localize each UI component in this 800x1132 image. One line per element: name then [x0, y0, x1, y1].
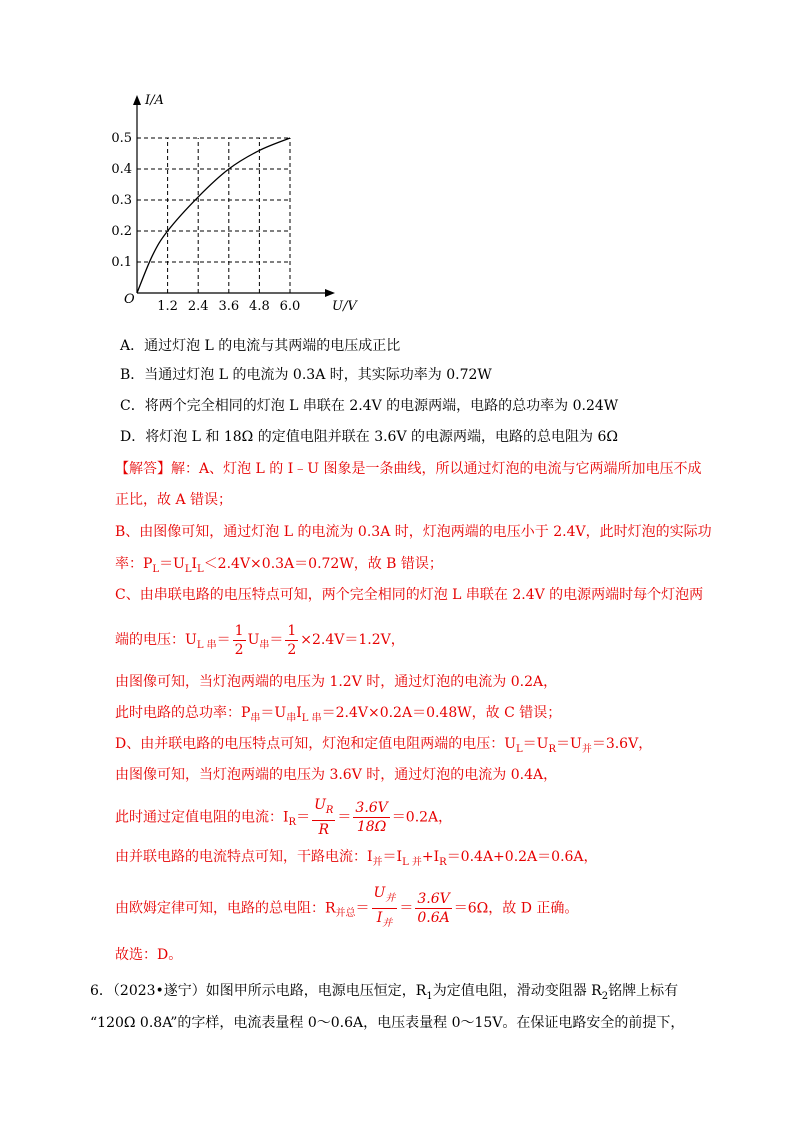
option-c: C．将两个完全相同的灯泡 L 串联在 2.4V 的电源两端，电路的总功率为 0.24W — [120, 398, 619, 414]
fraction-ur-over-r: $\frac{U_R}{R}$ — [314, 797, 334, 838]
fraction-u-over-i: $\frac{U_并}{I_并}$ — [373, 885, 396, 929]
option-d: D．将灯泡 L 和 18Ω 的定值电阻并联在 3.6V 的电源两端，电路的总电阻为 6Ω — [120, 429, 618, 445]
fraction-half: $\frac{1}{2}$ — [234, 622, 244, 658]
y-axis-label: I/A — [145, 93, 164, 108]
x-tick-labels — [157, 299, 300, 314]
x-axis-arrow — [325, 289, 335, 297]
answer-line-3: B、由图像可知，通过灯泡 L 的电流为 0.3A 时，灯泡两端的电压小于 2.4V，此时灯泡的实际功 — [115, 524, 712, 540]
y-tick-labels — [111, 131, 132, 270]
answer-line-12: 由并联电路的电流特点可知，干路电流：$I_并=I_{L 并}+I_R=0.4A+0.2A=0.6A$， — [115, 849, 598, 868]
answer-line-11: 此时通过定值电阻的电流：$I_R=$ $\frac{U_R}{R}$ ＝ $\frac{3.6V}{18\Omega}$ ＝0.2A， — [115, 797, 453, 838]
question-6-line-2: “120Ω 0.8A”的字样，电流表量程 0～0.6A，电压表量程 0～15V。在保证电路安全的前提下， — [90, 1015, 685, 1031]
y-tick-label: 0.5 — [111, 131, 132, 146]
answer-line-10: 由图像可知，当灯泡两端的电压为 3.6V 时，通过灯泡的电流为 0.4A， — [115, 767, 558, 783]
y-tick-label: 0.3 — [111, 193, 132, 208]
answer-line-4: 率：$P_L=U_LI_L<2.4V\times 0.3A=0.72W$，故 B 错误； — [115, 556, 443, 575]
answer-line-2: 正比，故 A 错误； — [115, 492, 233, 508]
answer-line-13: 由欧姆定律可知，电路的总电阻：$R_{并总}=$ $\frac{U_并}{I_并}$ ＝ $\frac{3.6V}{0.6A}$ ＝6Ω，故 D 正确。 — [115, 884, 578, 936]
x-axis-label: U/V — [332, 299, 357, 314]
y-axis-arrow — [133, 95, 141, 105]
answer-line-1: 【解答】解：A、灯泡 L 的 I﹣U 图象是一条曲线，所以通过灯泡的电流与它两端所加电压不成 — [115, 461, 702, 477]
y-tick-label: 0.1 — [111, 255, 132, 270]
answer-line-14: 故选：D。 — [115, 947, 183, 963]
x-tick-label: 4.8 — [249, 299, 270, 314]
y-tick-label: 0.4 — [111, 162, 132, 177]
answer-line-6: 端的电压：$U_{L 串}=$ $\frac{1}{2}$ $U_串=$ $\frac{1}{2}$ ×2.4V＝1.2V， — [115, 622, 405, 658]
x-tick-label: 3.6 — [218, 299, 240, 314]
chart-grid — [137, 138, 290, 293]
origin-label: O — [124, 292, 135, 307]
option-a: A．通过灯泡 L 的电流与其两端的电压成正比 — [120, 338, 401, 354]
i-u-graph — [111, 88, 357, 314]
answer-line-5: C、由串联电路的电压特点可知，两个完全相同的灯泡 L 串联在 2.4V 的电源两端时每个灯泡两 — [115, 587, 704, 603]
fraction-values: $\frac{3.6V}{18\Omega}$ — [355, 799, 388, 835]
question-6-line-1: 6．（2023•遂宁）如图甲所示电路，电源电压恒定，$R_1$为定值电阻，滑动变阻器 $R_2$铭牌上标有 — [90, 983, 679, 1002]
x-tick-label: 2.4 — [187, 299, 209, 314]
answer-tag: 【解答】 — [115, 461, 171, 477]
answer-line-9: D、由并联电路的电压特点可知，灯泡和定值电阻两端的电压：$U_L=U_R=U_并=3.6V$， — [115, 736, 653, 755]
x-tick-label: 6.0 — [279, 299, 301, 314]
i-u-curve — [137, 138, 290, 293]
option-b: B．当通过灯泡 L 的电流为 0.3A 时，其实际功率为 0.72W — [120, 367, 492, 383]
x-tick-label: 1.2 — [157, 299, 178, 314]
fraction-values: $\frac{3.6V}{0.6A}$ — [417, 890, 450, 926]
answer-line-7: 由图像可知，当灯泡两端的电压为 1.2V 时，通过灯泡的电流为 0.2A， — [115, 674, 558, 690]
y-tick-label: 0.2 — [111, 224, 132, 239]
answer-line-8: 此时电路的总功率：$P_串=U_串I_{L 串}=2.4V\times 0.2A=0.48W$，故 C 错误； — [115, 705, 562, 724]
fraction-half: $\frac{1}{2}$ — [287, 622, 297, 658]
